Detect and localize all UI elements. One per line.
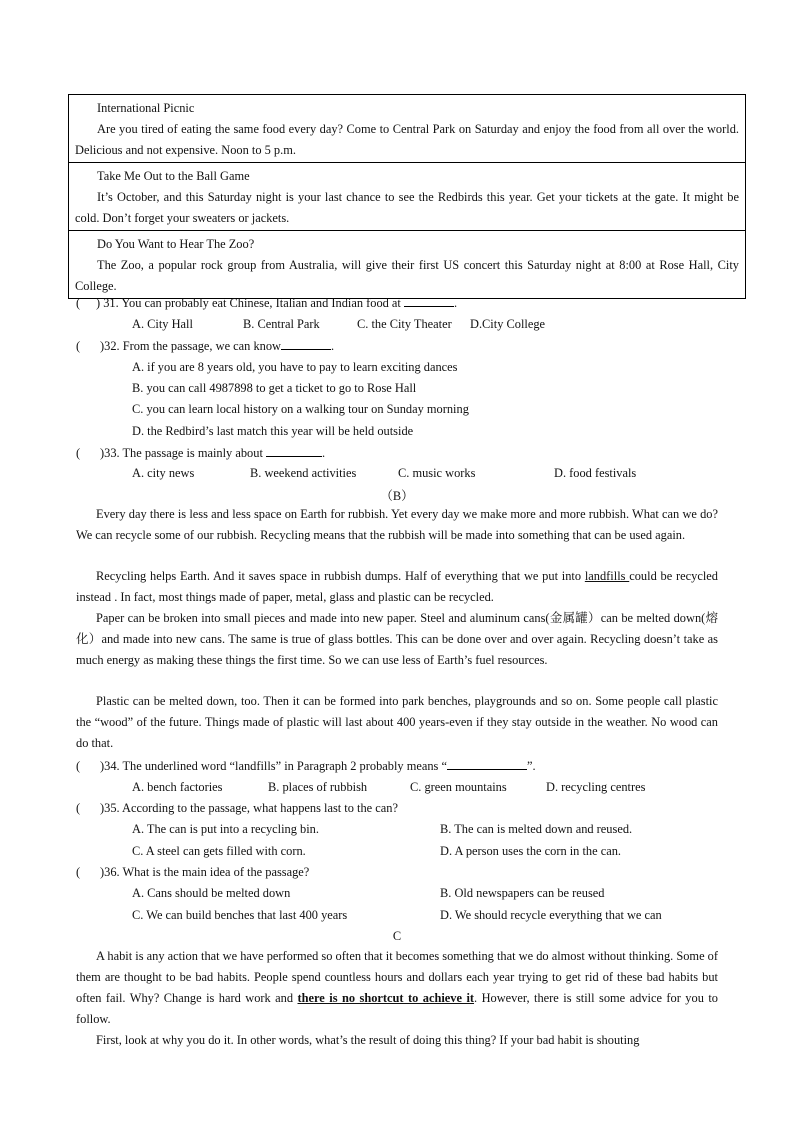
question-36: ( )36. What is the main idea of the passage? bbox=[76, 865, 310, 879]
option-b[interactable]: B. Central Park bbox=[243, 317, 320, 331]
answer-blank[interactable] bbox=[266, 445, 322, 457]
passage-b-paragraph-4: Plastic can be melted down, too. Then it can be formed into park benches, playgrounds and so on. Some people call plastic the “wood” of the future. Things made of plastic will last about 400 years-even if they stay outside in the weather. No wood can do that. bbox=[76, 694, 718, 750]
notice-title: Do You Want to Hear The Zoo? bbox=[97, 237, 255, 251]
option-b[interactable]: B. weekend activities bbox=[250, 466, 357, 480]
notice-body: Are you tired of eating the same food every day? Come to Central Park on Saturday and enjoy the food from all over the world. Delicious and not expensive. Noon to 5 p.m. bbox=[75, 122, 739, 157]
question-31: ( ) 31. You can probably eat Chinese, Italian and Indian food at . bbox=[76, 296, 458, 310]
notice-body: The Zoo, a popular rock group from Australia, will give their first US concert this Saturday night at 8:00 at Rose Hall, City College. bbox=[75, 258, 739, 293]
option-d[interactable]: D. recycling centres bbox=[546, 780, 646, 794]
passage-b-paragraph-2: Recycling helps Earth. And it saves space in rubbish dumps. Half of everything that we put into landfills could be recycled instead . In fact, most things made of paper, metal, glass and plastic can be recycled. bbox=[76, 569, 718, 604]
notice-concert bbox=[69, 231, 745, 298]
passage-b-paragraph-3: Paper can be broken into small pieces and made into new paper. Steel and aluminum cans(金属罐）can be melted down(熔化）and made into new cans. The same is true of glass bottles. This can be done over and over again. Recycling doesn’t take as much energy as making these things the first time. So we can use less of Earth’s fuel resources. bbox=[76, 611, 718, 667]
passage-c-paragraph-2: First, look at why you do it. In other words, what’s the result of doing this thing? If your bad habit is shouting bbox=[96, 1033, 640, 1047]
notice-ball-game bbox=[69, 163, 745, 231]
notice-body: It’s October, and this Saturday night is your last chance to see the Redbirds this year. Get your tickets at the gate. It might be cold. Don’t forget your sweaters or jackets. bbox=[75, 190, 739, 225]
option-c[interactable]: C. green mountains bbox=[410, 780, 507, 794]
passage-c-paragraph-1: A habit is any action that we have performed so often that it becomes something that we do almost without thinking. Some of them are thought to be bad habits. People spend countless hours and dollars each year trying to get rid of these bad habits but often fail. Why? Change is hard work and there is no shortcut to achieve it. However, there is still some advice for you to follow. bbox=[76, 949, 718, 1026]
option-b[interactable]: B. The can is melted down and reused. bbox=[440, 822, 633, 836]
passage-b-paragraph-1: Every day there is less and less space on Earth for rubbish. Yet every day we make more and more rubbish. What can we do? We can recycle some of our rubbish. Recycling means that the rubbish will be made into something that can be used again. bbox=[76, 507, 718, 542]
notice-title: International Picnic bbox=[97, 101, 195, 115]
option-d[interactable]: D. food festivals bbox=[554, 466, 637, 480]
option-c[interactable]: C. We can build benches that last 400 years bbox=[132, 908, 348, 922]
option-a[interactable]: A. if you are 8 years old, you have to pay to learn exciting dances bbox=[132, 360, 458, 374]
option-c[interactable]: C. A steel can gets filled with corn. bbox=[132, 844, 306, 858]
answer-blank[interactable] bbox=[404, 295, 454, 307]
option-d[interactable]: D. the Redbird’s last match this year will be held outside bbox=[132, 424, 414, 438]
question-32: ( )32. From the passage, we can know . bbox=[76, 339, 335, 353]
question-34: ( )34. The underlined word “landfills” in Paragraph 2 probably means “ ”. bbox=[76, 759, 536, 773]
notice-title: Take Me Out to the Ball Game bbox=[97, 169, 250, 183]
section-b-heading: （B） bbox=[380, 489, 414, 503]
option-a[interactable]: A. Cans should be melted down bbox=[132, 886, 291, 900]
question-35: ( )35. According to the passage, what happens last to the can? bbox=[76, 801, 398, 815]
notice-table bbox=[68, 94, 746, 299]
option-c[interactable]: C. music works bbox=[398, 466, 476, 480]
option-b[interactable]: B. Old newspapers can be reused bbox=[440, 886, 605, 900]
option-c[interactable]: C. you can learn local history on a walking tour on Sunday morning bbox=[132, 402, 469, 416]
option-a[interactable]: A. City Hall bbox=[132, 317, 193, 331]
option-b[interactable]: B. places of rubbish bbox=[268, 780, 368, 794]
option-d[interactable]: D.City College bbox=[470, 317, 546, 331]
underlined-word: landfills bbox=[584, 569, 630, 583]
bold-underlined-phrase: there is no shortcut to achieve it bbox=[297, 991, 475, 1005]
answer-blank[interactable] bbox=[447, 758, 527, 770]
option-b[interactable]: B. you can call 4987898 to get a ticket to go to Rose Hall bbox=[132, 381, 417, 395]
option-a[interactable]: A. The can is put into a recycling bin. bbox=[132, 822, 319, 836]
section-c-heading: C bbox=[392, 929, 402, 943]
option-a[interactable]: A. city news bbox=[132, 466, 195, 480]
option-d[interactable]: D. A person uses the corn in the can. bbox=[440, 844, 622, 858]
answer-blank[interactable] bbox=[281, 338, 331, 350]
option-d[interactable]: D. We should recycle everything that we can bbox=[440, 908, 662, 922]
option-c[interactable]: C. the City Theater bbox=[357, 317, 452, 331]
notice-picnic bbox=[69, 95, 745, 163]
question-33: ( )33. The passage is mainly about . bbox=[76, 446, 326, 460]
option-a[interactable]: A. bench factories bbox=[132, 780, 223, 794]
